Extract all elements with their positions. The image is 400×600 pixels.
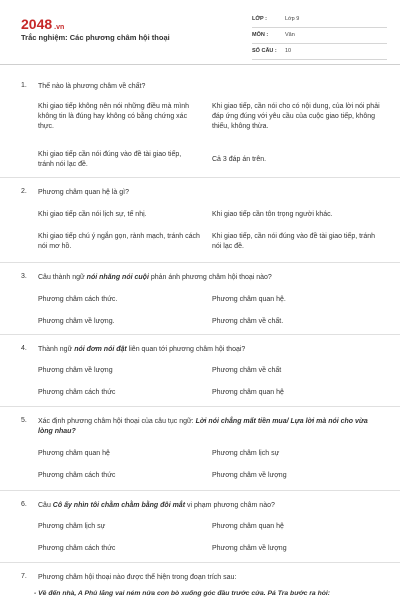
- quiz-title: Trắc nghiệm: Các phương châm hội thoại: [21, 33, 170, 42]
- question-text-lead: Phương châm quan hệ là gì?: [38, 189, 130, 196]
- question-text: [38, 417, 378, 437]
- question-number: 4.: [21, 345, 27, 352]
- answer-option-b[interactable]: Phương châm quan hệ: [212, 523, 284, 530]
- answer-option-c[interactable]: Phương châm cách thức: [38, 545, 116, 552]
- answer-option-d[interactable]: Phương châm về lượng: [212, 545, 287, 552]
- answer-option-b[interactable]: Khi giao tiếp, cần nói cho có nội dung, của lời nói phải đáp ứng đúng với yêu cầu của cuộc giao tiếp, không thiếu, không thừa.: [212, 103, 380, 130]
- answer-option-d[interactable]: Phương châm về lượng: [212, 472, 287, 479]
- answer-option-d[interactable]: Khi giao tiếp, cần nói đúng vào đề tài giao tiếp, tránh nói lạc đề.: [212, 233, 376, 250]
- site-logo[interactable]: [21, 16, 64, 32]
- question-number: 5.: [21, 417, 27, 424]
- answer-option-a[interactable]: Phương châm lịch sự: [38, 523, 106, 530]
- question-2: [0, 178, 400, 263]
- question-text-tail: liên quan tới phương châm hội thoại?: [126, 346, 246, 353]
- answer-option-d[interactable]: Phương châm về chất.: [212, 318, 284, 325]
- question-text: [38, 188, 378, 198]
- meta-key: SỐ CÂU :: [252, 48, 277, 54]
- question-number: 3.: [21, 273, 27, 280]
- question-text: [38, 345, 378, 355]
- question-3: [0, 263, 400, 335]
- question-emphasis: nói đơm nói đặt: [74, 346, 127, 353]
- answer-option-c[interactable]: Khi giao tiếp chú ý ngắn gọn, rành mạch, tránh cách nói mơ hồ.: [38, 233, 200, 250]
- question-emphasis: nói nhăng nói cuội: [86, 274, 149, 281]
- question-text-lead: Thế nào là phương châm về chất?: [38, 83, 146, 90]
- question-text: [38, 82, 378, 92]
- answer-option-a[interactable]: Phương châm về lượng: [38, 367, 113, 374]
- logo-suffix: .vn: [54, 24, 65, 31]
- meta-key: MÔN :: [252, 32, 269, 38]
- answer-option-a[interactable]: Phương châm quan hệ: [38, 450, 110, 457]
- meta-value: Lớp 9: [285, 16, 300, 22]
- answer-option-c[interactable]: Phương châm cách thức: [38, 389, 116, 396]
- meta-row-subject: [252, 30, 387, 44]
- question-number: 6.: [21, 501, 27, 508]
- answer-option-a[interactable]: Khi giao tiếp cần nói lịch sự, tế nhị.: [38, 211, 147, 218]
- question-emphasis: Cô ấy nhìn tôi chằm chằm bằng đôi mắt: [52, 502, 186, 509]
- question-text-tail: phản ánh phương châm hội thoại nào?: [148, 274, 272, 281]
- question-number: 7.: [21, 573, 27, 580]
- answer-option-d[interactable]: Cả 3 đáp án trên.: [212, 156, 267, 163]
- logo-text: 2048: [21, 16, 53, 32]
- question-text-lead: Câu: [38, 502, 53, 509]
- meta-value: 10: [285, 48, 292, 54]
- answer-option-b[interactable]: Khi giao tiếp cần tôn trọng người khác.: [212, 211, 333, 218]
- meta-row-count: [252, 46, 387, 60]
- question-text-lead: Câu thành ngữ: [38, 274, 87, 281]
- page-header: [0, 0, 400, 65]
- excerpt-text: - Về đến nhà, A Phủ lẳng vai ném nửa con bò xuống góc đầu trước cửa. Pá Tra bước ra hỏi:: [34, 590, 331, 597]
- answer-option-c[interactable]: Khi giao tiếp cần nói đúng vào đề tài giao tiếp, tránh nói lạc đề.: [38, 151, 182, 168]
- question-text: [38, 501, 378, 511]
- question-1: [0, 72, 400, 178]
- question-text-lead: Phương châm hội thoại nào được thể hiện trong đoạn trích sau:: [38, 574, 237, 581]
- question-text-lead: Thành ngữ: [38, 346, 75, 353]
- question-text: [38, 573, 378, 583]
- meta-value: Văn: [285, 32, 295, 38]
- quiz-meta: [252, 14, 387, 62]
- answer-option-a[interactable]: Khi giao tiếp không nên nói những điều mà mình không tin là đúng hay không có bằng chứng xác thực.: [38, 103, 190, 130]
- answer-option-b[interactable]: Phương châm về chất: [212, 367, 282, 374]
- meta-key: LỚP :: [252, 16, 267, 22]
- question-number: 2.: [21, 188, 27, 195]
- question-text-lead: Xác định phương châm hội thoại của câu tục ngữ:: [38, 418, 196, 425]
- meta-row-class: [252, 14, 387, 28]
- answer-option-d[interactable]: Phương châm quan hệ: [212, 389, 284, 396]
- answer-option-c[interactable]: Phương châm về lượng.: [38, 318, 115, 325]
- answer-option-c[interactable]: Phương châm cách thức: [38, 472, 116, 479]
- question-emphasis: Lời nói chẳng mất tiền mua/ Lựa lời mà nói cho vừa lòng nhau?: [38, 418, 368, 435]
- answer-option-a[interactable]: Phương châm cách thức.: [38, 296, 118, 303]
- question-6: [0, 491, 400, 563]
- question-4: [0, 335, 400, 407]
- answer-option-b[interactable]: Phương châm lịch sự: [212, 450, 280, 457]
- question-number: 1.: [21, 82, 27, 89]
- question-5: [0, 407, 400, 491]
- question-7: [0, 563, 400, 600]
- question-text: [38, 273, 378, 283]
- question-text-tail: vi phạm phương châm nào?: [185, 502, 275, 509]
- answer-option-b[interactable]: Phương châm quan hệ.: [212, 296, 286, 303]
